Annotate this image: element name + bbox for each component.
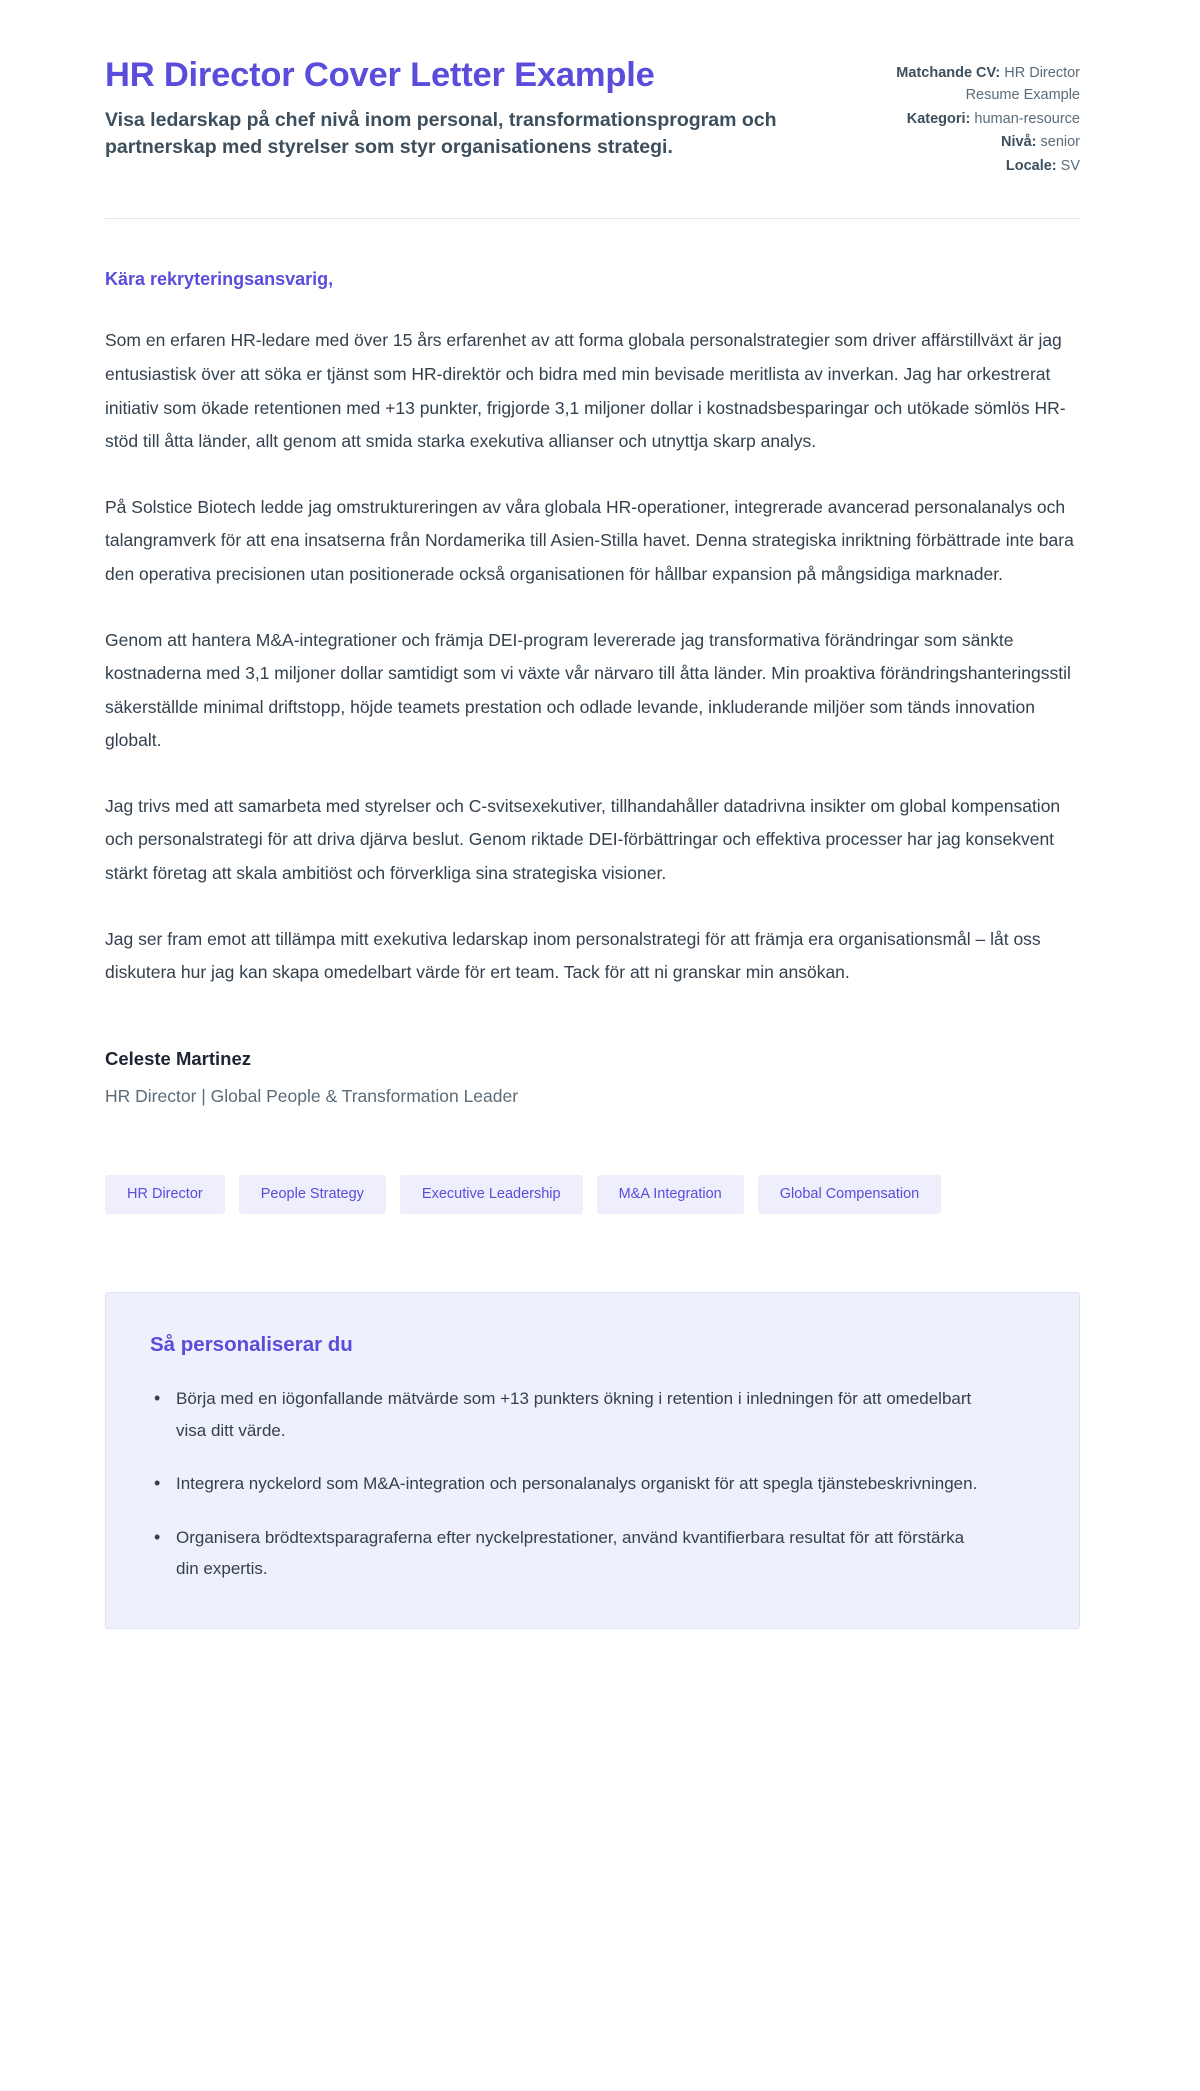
header-text-block <box>105 56 835 162</box>
tag-chip[interactable]: Global Compensation <box>758 1175 941 1214</box>
metadata-panel <box>865 56 1080 178</box>
meta-label-category: Kategori: <box>906 110 971 127</box>
tag-chip[interactable]: People Strategy <box>239 1175 386 1214</box>
letter-paragraph: Jag ser fram emot att tillämpa mitt exekutiva ledarskap inom personalstrategi för att främja era organisationsmål – låt oss diskutera hur jag kan skapa omedelbart värde för ert team. Tack för att ni granskar min ansökan. <box>105 928 1041 983</box>
page-bottom-spacer <box>0 1629 1200 1689</box>
letter-body <box>0 219 1200 990</box>
letter-paragraph: Genom att hantera M&A-integrationer och främja DEI-program levererade jag transformativa förändringar som sänkte kostnaderna med 3,1 miljoner dollar samtidigt som vi växte vår närvaro till åtta länder. Min proaktiva förändringshanteringsstil säkerställde minimal driftstopp, höjde teamets prestation och odlade levande, inkluderande miljöer som tänds innovation globalt. <box>105 629 1071 751</box>
tag-chip[interactable]: Executive Leadership <box>400 1175 583 1214</box>
tag-list <box>0 1107 1200 1214</box>
meta-value-level: senior <box>1040 134 1080 151</box>
personalization-callout <box>105 1292 1080 1629</box>
meta-label-matching-cv: Matchande CV: <box>896 65 1001 81</box>
signature-name: Celeste Martinez <box>105 1047 251 1069</box>
signature-role: HR Director | Global People & Transformation Leader <box>105 1085 519 1106</box>
meta-value-matching-cv: HR Director Resume Example <box>965 65 1080 104</box>
meta-row-category <box>865 108 1080 130</box>
meta-row-level <box>865 131 1080 153</box>
meta-value-locale: SV <box>1060 157 1080 174</box>
callout-tip-list <box>150 1383 1035 1584</box>
callout-title: Så personaliserar du <box>150 1333 353 1357</box>
tag-chip[interactable]: HR Director <box>105 1175 225 1214</box>
salutation: Kära rekryteringsansvarig, <box>105 269 334 290</box>
meta-value-category: human-resource <box>974 110 1080 127</box>
page-subtitle: Visa ledarskap på chef nivå inom personal, transformationsprogram och partnerskap med styrelser som styr organisationens strategi. <box>105 108 777 159</box>
callout-tip-item: • Organisera brödtextsparagraferna efter nyckelprestationer, använd kvantifierbara resultat för att förstärka din expertis. <box>150 1522 980 1585</box>
meta-label-level: Nivå: <box>1001 134 1037 151</box>
letter-paragraph: Som en erfaren HR-ledare med över 15 års erfarenhet av att forma globala personalstrategier som driver affärstillväxt är jag entusiastisk över att söka er tjänst som HR-direktör och bidra med min bevisade meritlista av inverkan. Jag har orkestrerat initiativ som ökade retentionen med +13 punkter, frigjorde 3,1 miljoner dollar i kostnadsbesparingar och utökade sömlös HR-stöd till åtta länder, allt genom att smida starka exekutiva allianser och utnyttja skarp analys. <box>105 330 1066 452</box>
meta-label-locale: Locale: <box>1005 157 1057 174</box>
letter-paragraph: På Solstice Biotech ledde jag omstruktureringen av våra globala HR-operationer, integrerade avancerad personalanalys och talangramverk för att ena insatserna från Nordamerika till Asien-Stilla havet. Denna strategiska inriktning förbättrade inte bara den operativa precisionen utan positionerade också organisationen för hållbar expansion på mångsidiga marknader. <box>105 496 1074 584</box>
callout-tip-item: • Integrera nyckelord som M&A-integration och personalanalys organiskt för att spegla tjänstebeskrivningen. <box>150 1468 980 1499</box>
callout-tip-item: • Börja med en iögonfallande mätvärde som +13 punkters ökning i retention i inledningen för att omedelbart visa ditt värde. <box>150 1383 980 1446</box>
tag-chip[interactable]: M&A Integration <box>597 1175 744 1214</box>
page-title: HR Director Cover Letter Example <box>105 56 655 94</box>
meta-row-matching-cv <box>865 62 1080 107</box>
letter-paragraph: Jag trivs med att samarbeta med styrelser och C-svitsexekutiver, tillhandahåller datadrivna insikter om global kompensation och personalstrategi för att driva djärva beslut. Genom riktade DEI-förbättringar och effektiva processer har jag konsekvent stärkt företag att skala ambitiöst och förverkliga sina strategiska visioner. <box>105 795 1061 884</box>
signature-block <box>0 990 1200 1107</box>
meta-row-locale <box>865 155 1080 177</box>
page-header <box>0 0 1200 178</box>
